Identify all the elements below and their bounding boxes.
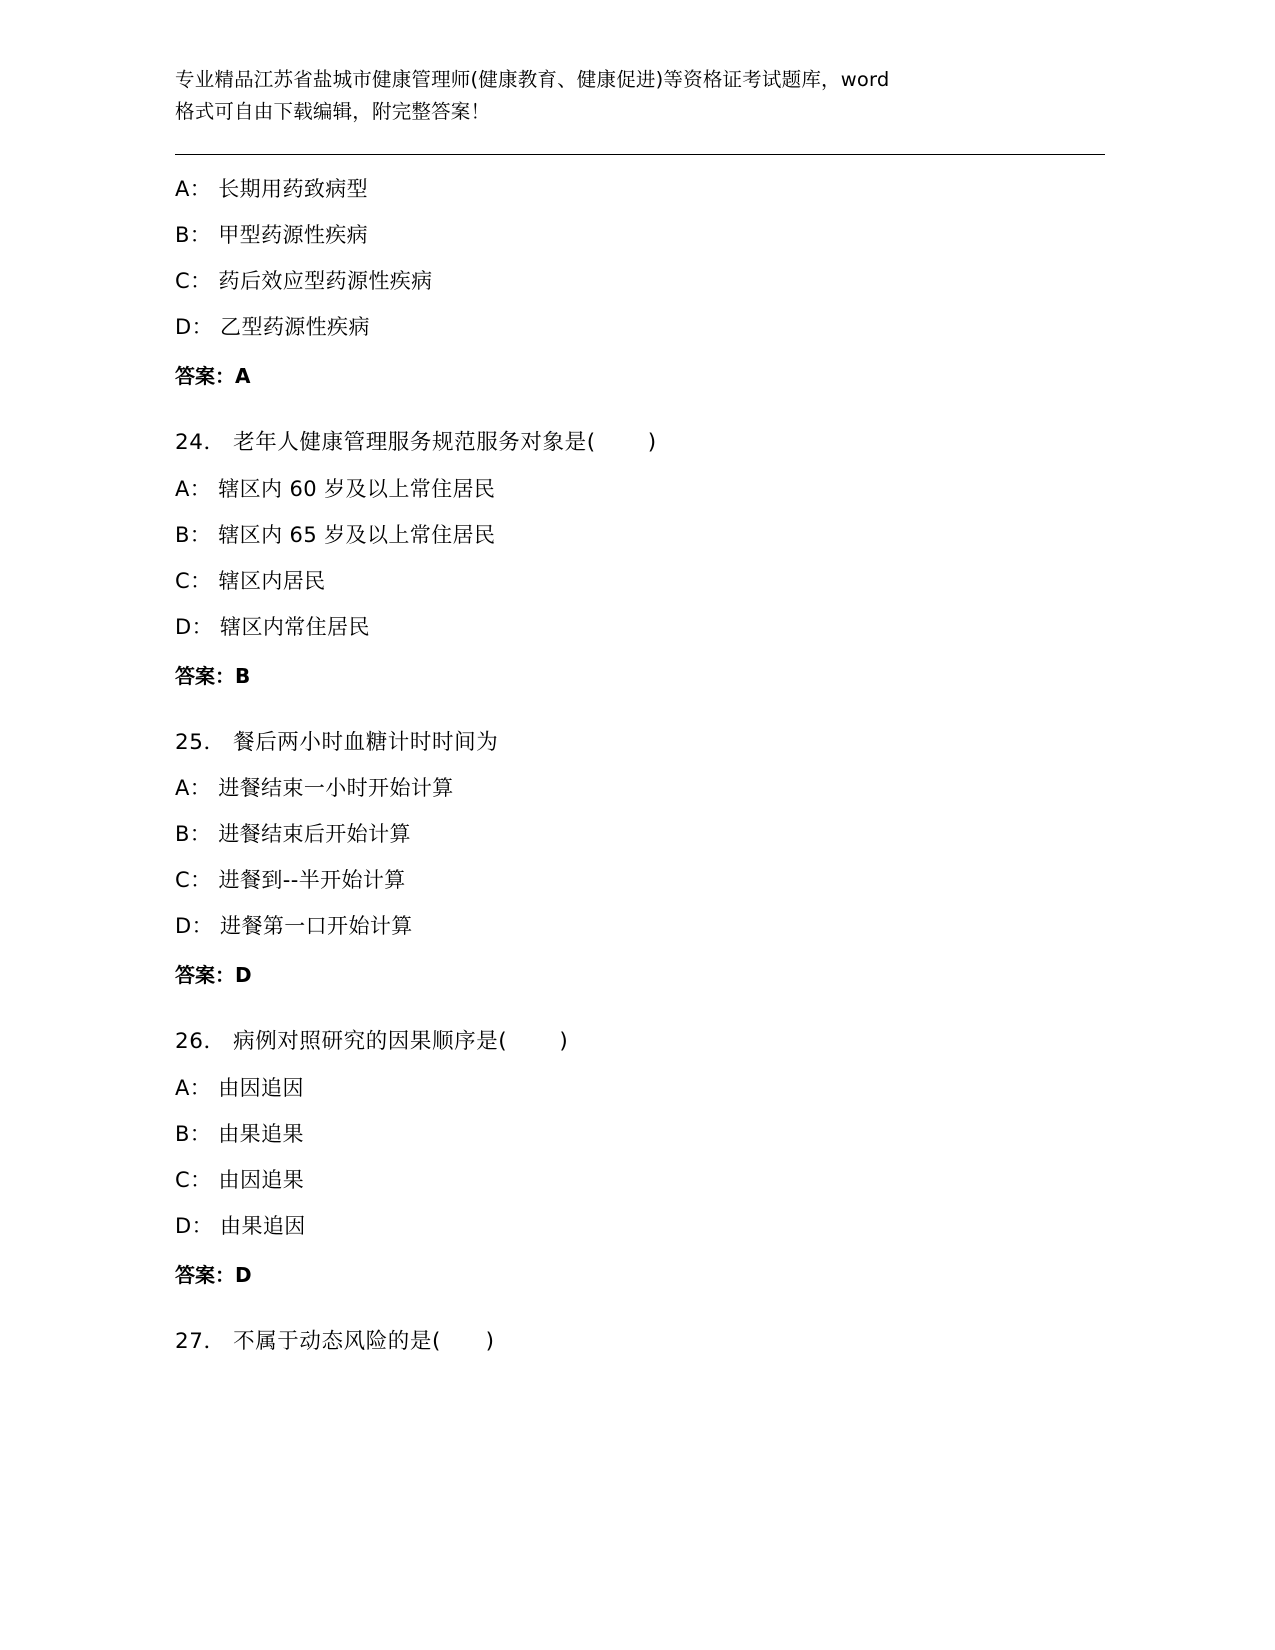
answer-label: 答案： <box>175 963 235 988</box>
option-item: D： 乙型药源性疾病 <box>175 315 370 340</box>
question-block <box>175 1031 1105 1285</box>
option-item: D： 辖区内常住居民 <box>175 614 370 639</box>
option-item: C： 辖区内居民 <box>175 568 326 593</box>
question-stem: 26． 病例对照研究的因果顺序是( ) <box>175 1029 569 1055</box>
option-item: C： 进餐到--半开始计算 <box>175 868 406 893</box>
answer-label: 答案： <box>175 364 235 389</box>
answer-label: 答案： <box>175 1262 235 1287</box>
answer-line <box>175 963 1105 988</box>
header-line-1: 专业精品江苏省盐城市健康管理师(健康教育、健康促进)等资格证考试题库，word <box>175 68 890 91</box>
question-block <box>175 432 1105 686</box>
document-header <box>175 64 1105 127</box>
option-item: A： 辖区内 60 岁及以上常住居民 <box>175 476 496 501</box>
option-item: B： 辖区内 65 岁及以上常住居民 <box>175 522 496 547</box>
question-stem: 24． 老年人健康管理服务规范服务对象是( ) <box>175 430 657 456</box>
option-item: B： 进餐结束后开始计算 <box>175 822 411 847</box>
answer-value: B <box>235 663 251 688</box>
answer-line <box>175 364 1105 389</box>
answer-label: 答案： <box>175 663 235 688</box>
option-item: C： 由因追果 <box>175 1167 305 1192</box>
answer-value: D <box>235 1262 252 1287</box>
page-content <box>175 64 1105 1352</box>
answer-line <box>175 1262 1105 1287</box>
answer-value: D <box>235 963 252 988</box>
option-item: B： 由果追果 <box>175 1121 304 1146</box>
question-block <box>175 177 1105 389</box>
option-item: C： 药后效应型药源性疾病 <box>175 269 433 294</box>
header-line-2: 格式可自由下载编辑，附完整答案！ <box>175 99 491 123</box>
header-divider <box>175 154 1105 155</box>
option-item: D： 由果追因 <box>175 1213 306 1238</box>
question-stem: 27． 不属于动态风险的是( ) <box>175 1328 495 1354</box>
answer-value: A <box>235 364 251 389</box>
answer-line <box>175 663 1105 688</box>
question-block <box>175 1328 1105 1354</box>
option-item: A： 长期用药致病型 <box>175 177 369 202</box>
option-item: B： 甲型药源性疾病 <box>175 223 369 248</box>
question-stem: 25． 餐后两小时血糖计时时间为 <box>175 729 499 755</box>
question-block <box>175 729 1105 988</box>
option-item: A： 由因追因 <box>175 1075 304 1100</box>
option-item: A： 进餐结束一小时开始计算 <box>175 776 454 801</box>
option-item: D： 进餐第一口开始计算 <box>175 914 413 939</box>
